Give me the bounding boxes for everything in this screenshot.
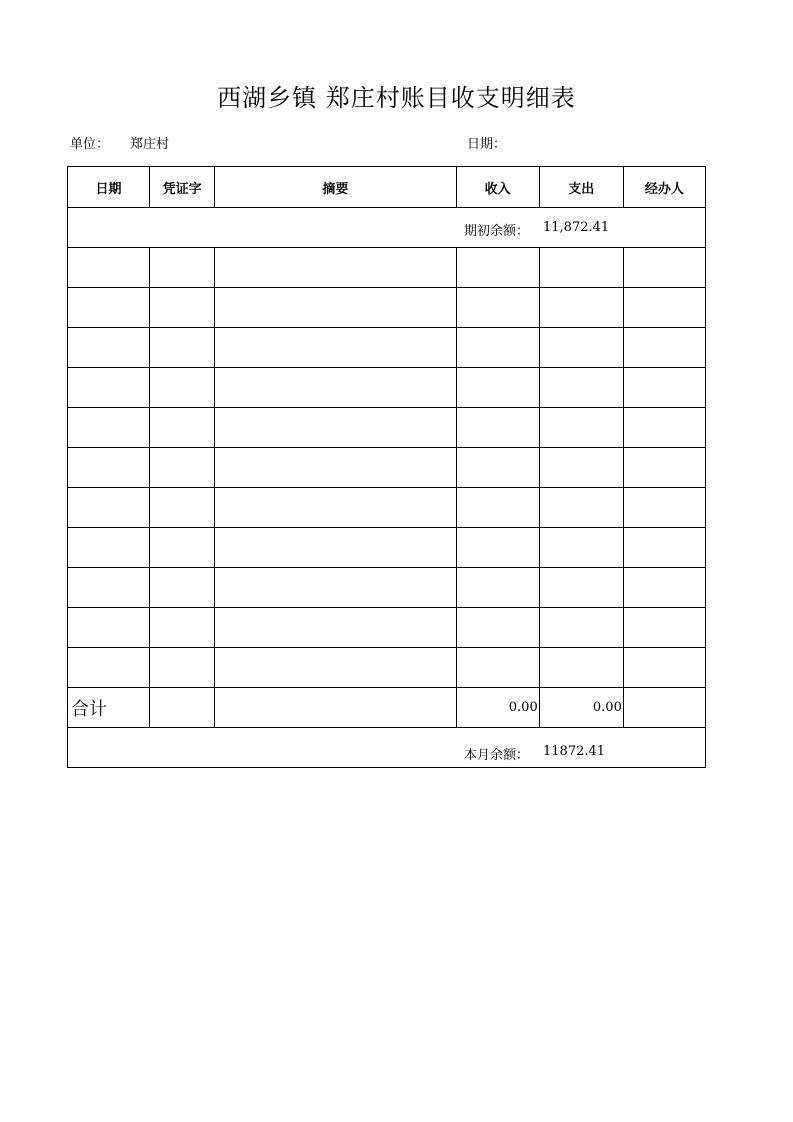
handler-cell <box>623 568 705 608</box>
voucher-cell <box>150 608 215 648</box>
income-cell <box>456 368 539 408</box>
date-cell <box>68 328 150 368</box>
expense-cell <box>539 488 623 528</box>
handler-cell <box>623 248 705 288</box>
expense-cell <box>539 248 623 288</box>
header-voucher: 凭证字 <box>150 167 215 208</box>
expense-cell <box>539 568 623 608</box>
income-cell <box>456 448 539 488</box>
table-row <box>68 328 706 368</box>
summary-cell <box>215 368 456 408</box>
total-row <box>68 688 706 728</box>
summary-cell <box>215 648 456 688</box>
expense-cell <box>539 408 623 448</box>
date-cell <box>68 648 150 688</box>
summary-cell <box>215 448 456 488</box>
table-row <box>68 408 706 448</box>
summary-cell <box>215 328 456 368</box>
voucher-cell <box>150 568 215 608</box>
table-row <box>68 288 706 328</box>
closing-balance-cell <box>68 728 706 768</box>
date-label: 日期： <box>467 137 507 152</box>
table-row <box>68 488 706 528</box>
total-expense: 0.00 <box>539 688 623 728</box>
header-expense: 支出 <box>539 167 623 208</box>
expense-cell <box>539 528 623 568</box>
date-cell <box>68 488 150 528</box>
summary-cell <box>215 408 456 448</box>
voucher-cell <box>150 528 215 568</box>
table-row <box>68 608 706 648</box>
table-row <box>68 528 706 568</box>
closing-balance-label: 本月余额： <box>464 748 530 763</box>
table-row <box>68 568 706 608</box>
income-cell <box>456 488 539 528</box>
voucher-cell <box>150 448 215 488</box>
date-cell <box>68 408 150 448</box>
expense-cell <box>539 368 623 408</box>
handler-cell <box>623 368 705 408</box>
unit-value: 郑庄村 <box>130 137 170 152</box>
total-income: 0.00 <box>456 688 539 728</box>
date-cell <box>68 448 150 488</box>
handler-cell <box>623 328 705 368</box>
table-row <box>68 248 706 288</box>
summary-cell <box>215 288 456 328</box>
date-cell <box>68 248 150 288</box>
total-handler-cell <box>623 688 705 728</box>
expense-cell <box>539 288 623 328</box>
date-cell <box>68 568 150 608</box>
handler-cell <box>623 288 705 328</box>
income-cell <box>456 248 539 288</box>
header-income: 收入 <box>456 167 539 208</box>
expense-cell <box>539 448 623 488</box>
opening-balance-label: 期初余额： <box>464 224 530 239</box>
ledger-table <box>67 166 706 768</box>
date-cell <box>68 288 150 328</box>
handler-cell <box>623 648 705 688</box>
income-cell <box>456 528 539 568</box>
opening-balance-value: 11,872.41 <box>543 220 610 235</box>
total-label: 合计 <box>68 688 150 728</box>
income-cell <box>456 568 539 608</box>
summary-cell <box>215 608 456 648</box>
voucher-cell <box>150 248 215 288</box>
summary-cell <box>215 488 456 528</box>
summary-cell <box>215 528 456 568</box>
handler-cell <box>623 528 705 568</box>
date-cell <box>68 368 150 408</box>
summary-cell <box>215 568 456 608</box>
handler-cell <box>623 608 705 648</box>
table-row <box>68 648 706 688</box>
expense-cell <box>539 648 623 688</box>
handler-cell <box>623 408 705 448</box>
total-summary-cell <box>215 688 456 728</box>
voucher-cell <box>150 288 215 328</box>
voucher-cell <box>150 648 215 688</box>
voucher-cell <box>150 368 215 408</box>
date-cell <box>68 608 150 648</box>
expense-cell <box>539 608 623 648</box>
voucher-cell <box>150 328 215 368</box>
income-cell <box>456 328 539 368</box>
header-date: 日期 <box>68 167 150 208</box>
handler-cell <box>623 448 705 488</box>
total-voucher-cell <box>150 688 215 728</box>
header-handler: 经办人 <box>623 167 705 208</box>
voucher-cell <box>150 408 215 448</box>
table-row <box>68 448 706 488</box>
header-row <box>68 167 706 208</box>
page-title: 西湖乡镇 郑庄村账目收支明细表 <box>217 84 576 112</box>
income-cell <box>456 608 539 648</box>
header-summary: 摘要 <box>215 167 456 208</box>
income-cell <box>456 288 539 328</box>
closing-balance-row <box>68 728 706 768</box>
income-cell <box>456 408 539 448</box>
summary-cell <box>215 248 456 288</box>
opening-balance-cell <box>68 208 706 248</box>
expense-cell <box>539 328 623 368</box>
date-cell <box>68 528 150 568</box>
income-cell <box>456 648 539 688</box>
opening-balance-row <box>68 208 706 248</box>
handler-cell <box>623 488 705 528</box>
voucher-cell <box>150 488 215 528</box>
unit-label: 单位： <box>70 137 110 152</box>
table-row <box>68 368 706 408</box>
closing-balance-value: 11872.41 <box>543 744 606 759</box>
